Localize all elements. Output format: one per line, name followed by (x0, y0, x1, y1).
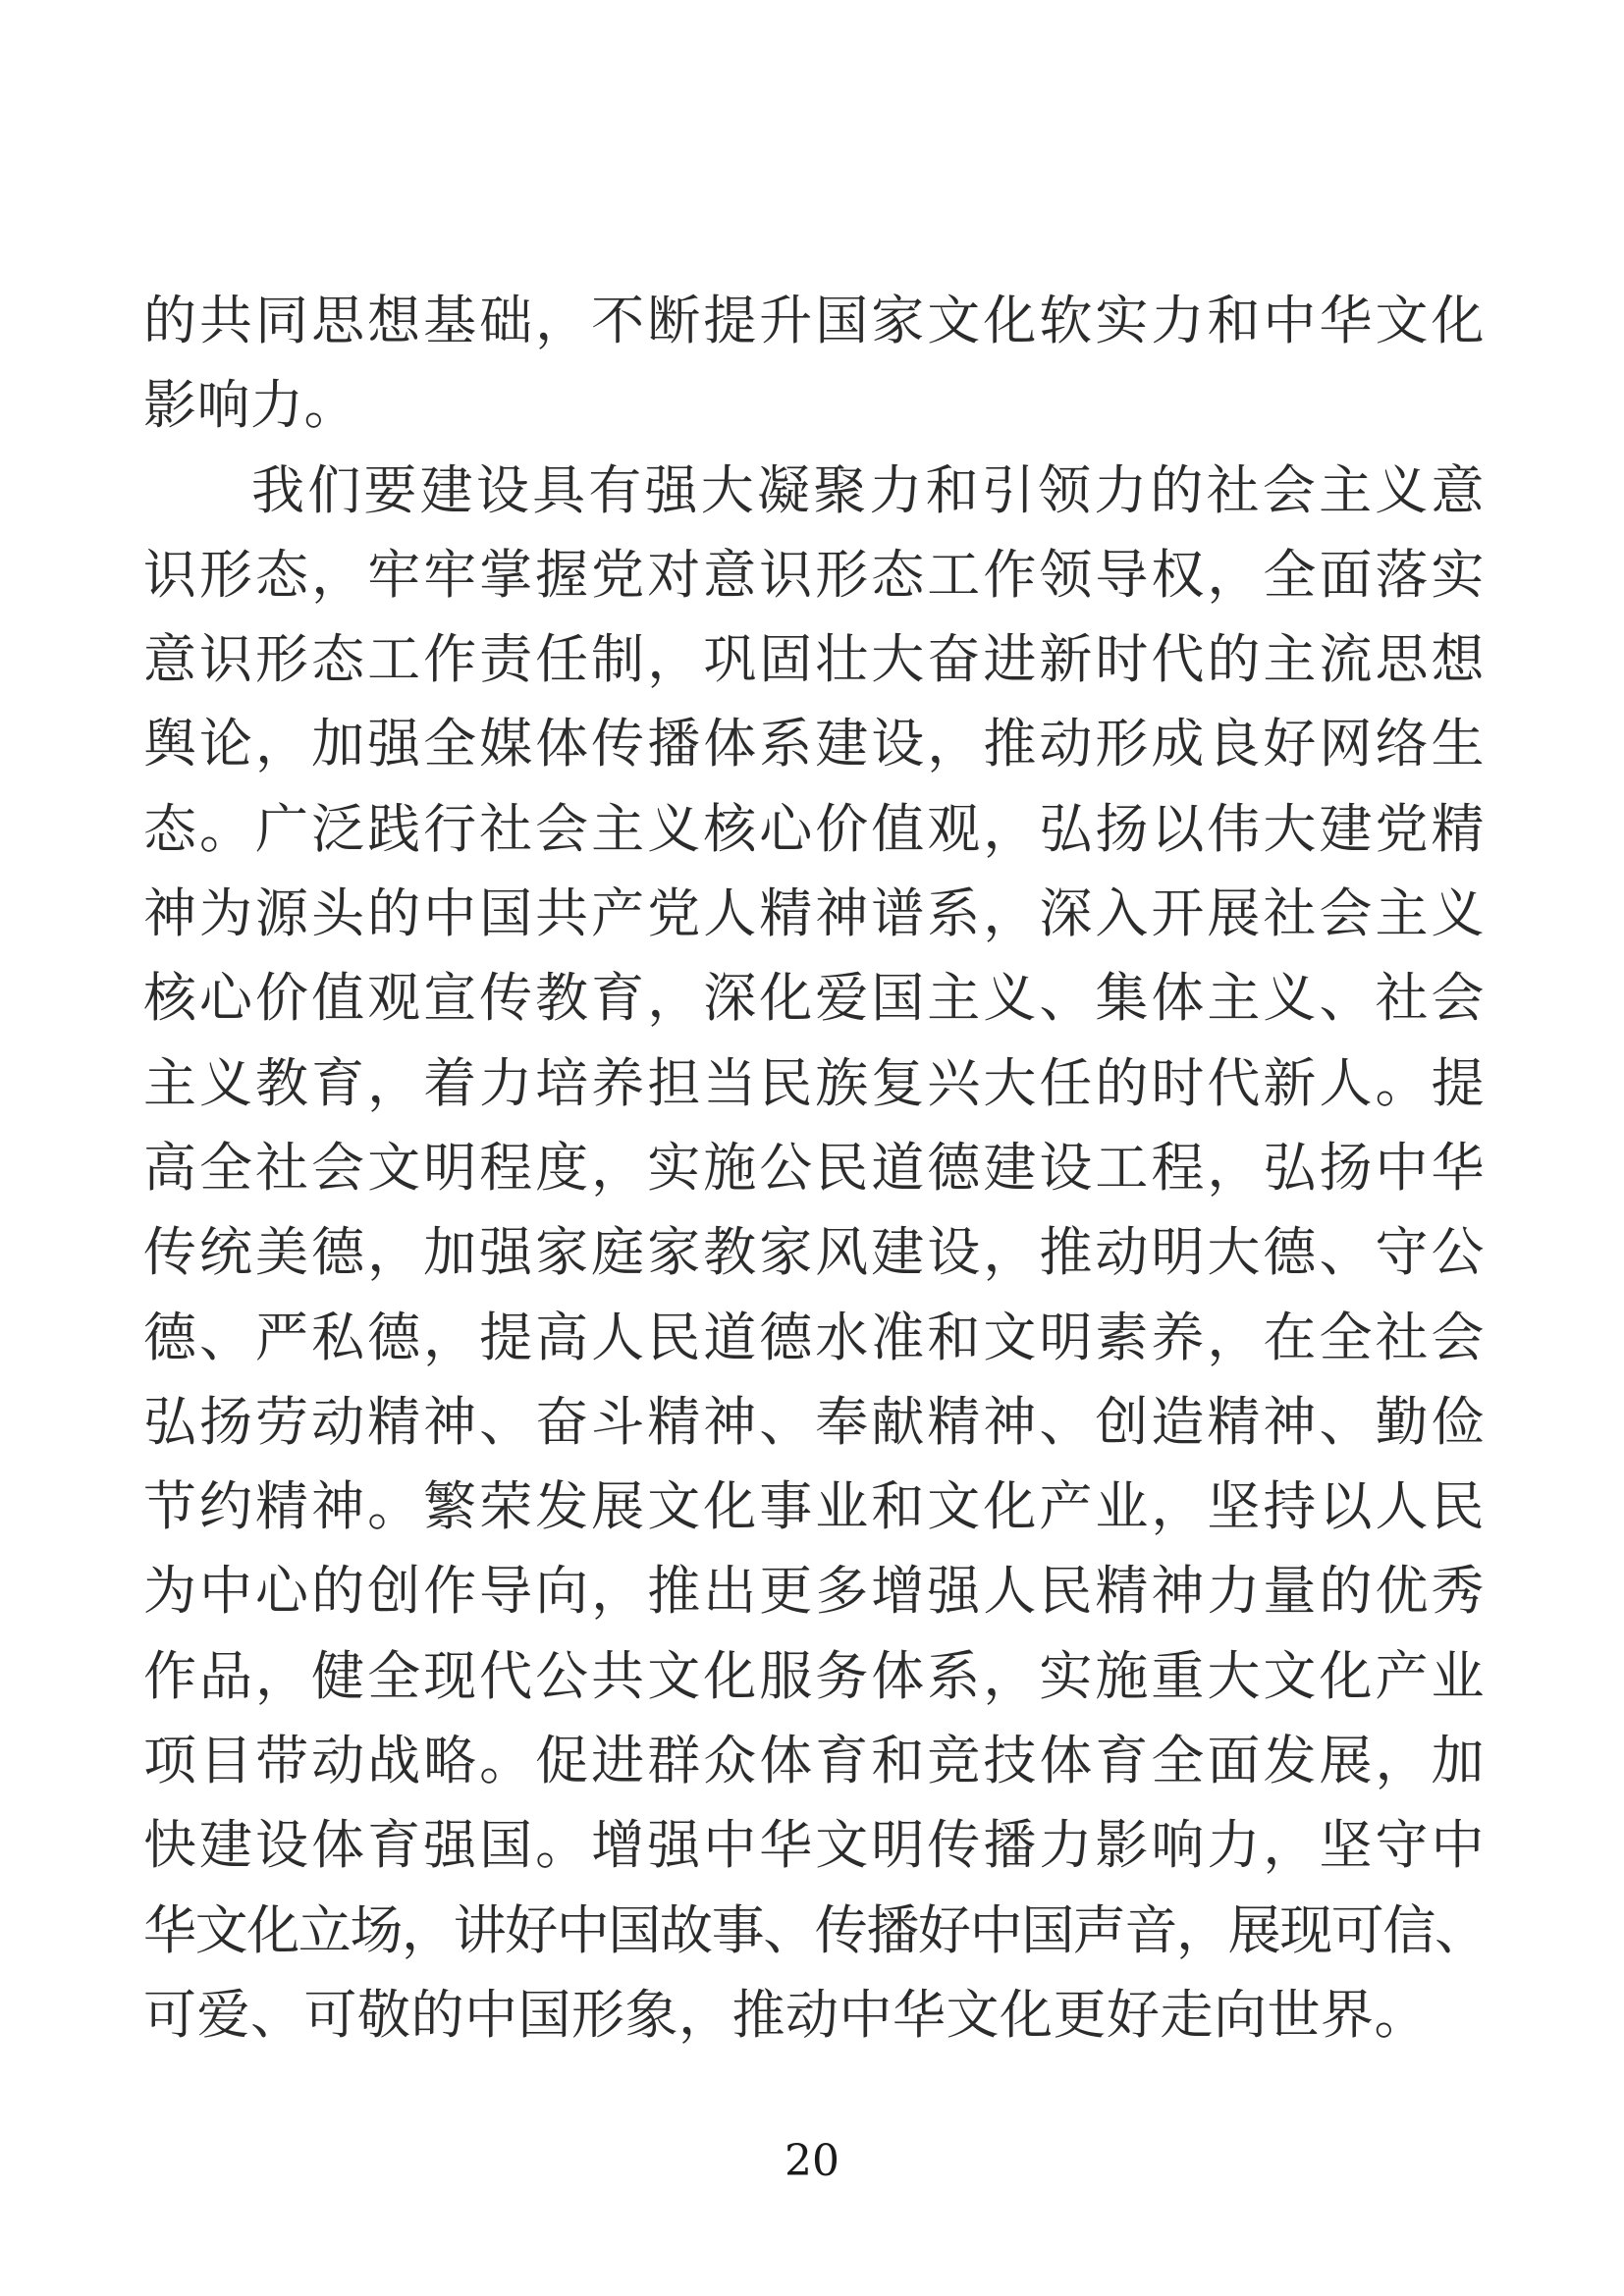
text-line: 我们要建设具有强大凝聚力和引领力的社会主义意 (251, 458, 1485, 521)
text-line: 影响力。 (143, 374, 357, 437)
text-line: 的共同思想基础，不断提升国家文化软实力和中华文化 (143, 290, 1485, 351)
text-line: 可爱、可敬的中国形象，推动中华文化更好走向世界。 (143, 1983, 1428, 2046)
text-line: 高全社会文明程度，实施公民道德建设工程，弘扬中华 (143, 1136, 1485, 1199)
text-line: 传统美德，加强家庭家教家风建设，推动明大德、守公 (143, 1221, 1485, 1284)
text-line: 神为源头的中国共产党人精神谱系，深入开展社会主义 (143, 882, 1485, 945)
text-line: 弘扬劳动精神、奋斗精神、奉献精神、创造精神、勤俭 (143, 1390, 1485, 1453)
text-line: 舆论，加强全媒体传播体系建设，推动形成良好网络生 (143, 713, 1485, 775)
text-line: 节约精神。繁荣发展文化事业和文化产业，坚持以人民 (143, 1475, 1485, 1538)
text-line: 意识形态工作责任制，巩固壮大奋进新时代的主流思想 (143, 628, 1485, 691)
text-line: 为中心的创作导向，推出更多增强人民精神力量的优秀 (143, 1560, 1485, 1623)
text-line: 华文化立场，讲好中国故事、传播好中国声音，展现可信、 (143, 1898, 1485, 1961)
text-line: 项目带动战略。促进群众体育和竞技体育全面发展，加 (143, 1730, 1485, 1792)
text-line: 核心价值观宣传教育，深化爱国主义、集体主义、社会 (143, 967, 1485, 1030)
page-number: 20 (785, 2136, 839, 2186)
text-line: 作品，健全现代公共文化服务体系，实施重大文化产业 (143, 1644, 1485, 1707)
text-line: 德、严私德，提高人民道德水准和文明素养，在全社会 (143, 1306, 1485, 1368)
text-line: 态。广泛践行社会主义核心价值观，弘扬以伟大建党精 (143, 797, 1485, 860)
text-line: 快建设体育强国。增强中华文明传播力影响力，坚守中 (143, 1814, 1485, 1877)
text-line: 主义教育，着力培养担当民族复兴大任的时代新人。提 (143, 1051, 1485, 1114)
body-text (143, 279, 1485, 2057)
text-line: 识形态，牢牢掌握党对意识形态工作领导权，全面落实 (143, 543, 1485, 606)
